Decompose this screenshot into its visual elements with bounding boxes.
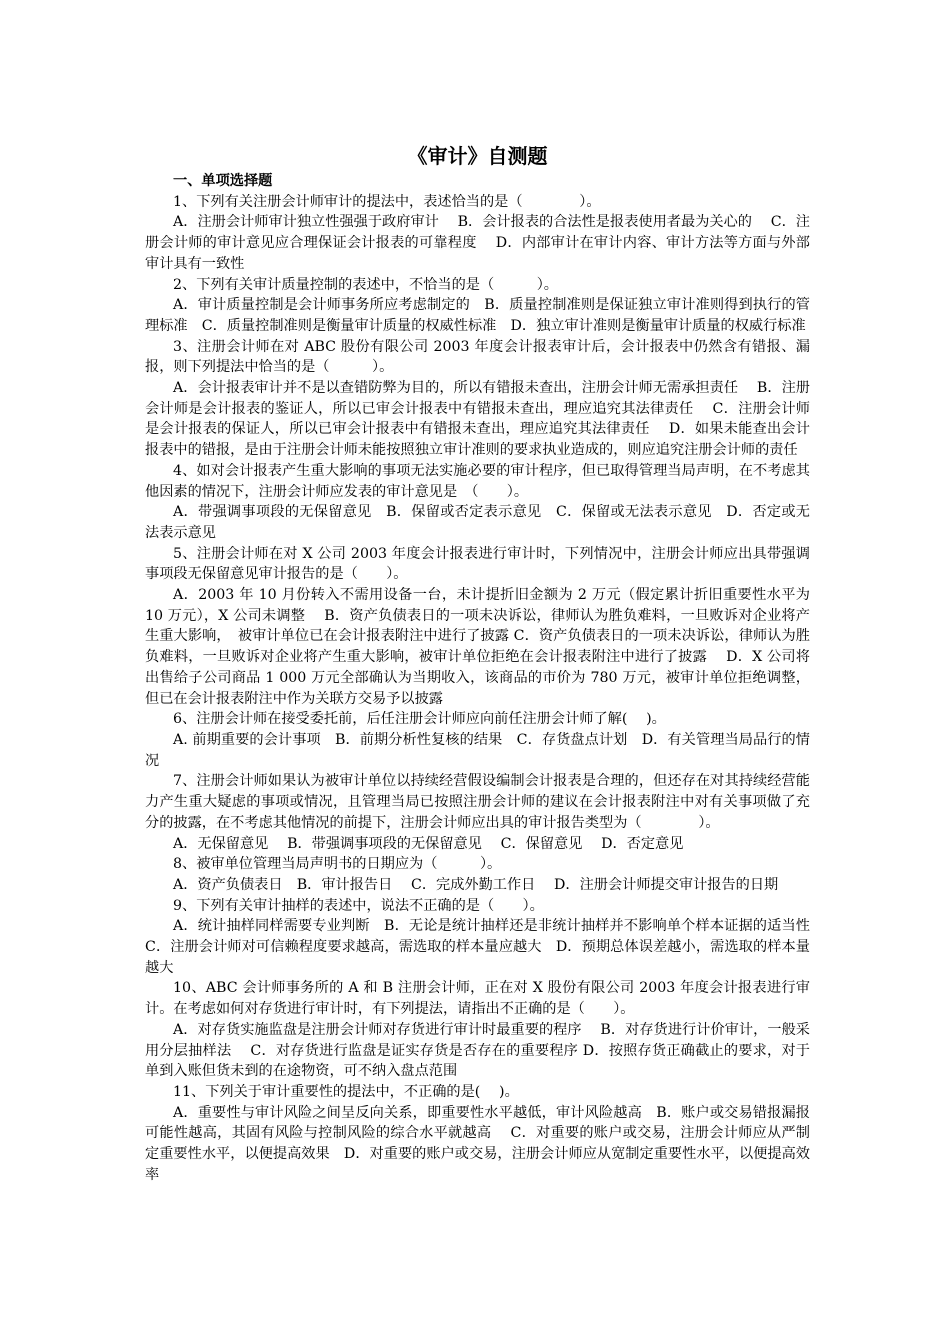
question-3-stem: 3、注册会计师在对 ABC 股份有限公司 2003 年度会计报表审计后，会计报表中仍然含有错报、漏报，则下列提法中恰当的是（ ）。 <box>145 338 810 376</box>
question-2-options: A．审计质量控制是会计师事务所应考虑制定的 B．质量控制准则是保证独立审计准则得到执行的管理标准 C．质量控制准则是衡量审计质量的权威性标准 D．独立审计准则是衡量审计质量的权威行标准 <box>145 297 810 334</box>
question-6-stem: 6、注册会计师在接受委托前，后任注册会计师应向前任注册会计师了解( )。 <box>173 711 666 728</box>
question-4-stem: 4、如对会计报表产生重大影响的事项无法实施必要的审计程序，但已取得管理当局声明，在不考虑其他因素的情况下，注册会计师应发表的审计意见是 （ ）。 <box>145 462 810 500</box>
question-1-stem: 1、下列有关注册会计师审计的提法中，表述恰当的是（ ）。 <box>173 193 601 210</box>
question-3-options: A．会计报表审计并不是以查错防弊为目的，所以有错报未查出，注册会计师无需承担责任 B．注册会计师是会计报表的鉴证人，所以已审会计报表中有错报未查出，理应追究其法律责任 C．注册会计师是会计报表的保证人，所以已审会计报表中有错报未查出，理应追究其法律责任 D．如果未能查出会计报表中的错报，是由于注册会计师未能按照独立审计准则的要求执业造成的，则应追究注册会计师的责任 <box>145 380 810 459</box>
question-10-options: A．对存货实施监盘是注册会计师对存货进行审计时最重要的程序 B．对存货进行计价审计，一般采用分层抽样法 C．对存货进行监盘是证实存货是否存在的重要程序 D．按照存货正确截止的要求，对于单到入账但货未到的在途物资，可不纳入盘点范围 <box>145 1021 810 1080</box>
question-11-stem: 11、下列关于审计重要性的提法中，不正确的是( )。 <box>173 1083 519 1100</box>
question-6-options: A. 前期重要的会计事项 B．前期分析性复核的结果 C．存货盘点计划 D．有关管理当局品行的情况 <box>145 731 810 769</box>
question-4-options: A．带强调事项段的无保留意见 B．保留或否定表示意见 C．保留或无法表示意见 D．否定或无法表示意见 <box>145 504 810 541</box>
question-8-stem: 8、被审单位管理当局声明书的日期应为（ ）。 <box>173 856 502 873</box>
question-1-options: A．注册会计师审计独立性强强于政府审计 B．会计报表的合法性是报表使用者最为关心的 C．注册会计师的审计意见应合理保证会计报表的可靠程度 D．内部审计在审计内容、审计方法等方面与外部审计具有一致性 <box>145 214 810 272</box>
question-11-options: A．重要性与审计风险之间呈反向关系，即重要性水平越低，审计风险越高 B．账户或交易错报漏报可能性越高，其固有风险与控制风险的综合水平就越高 C．对重要的账户或交易，注册会计师应从严制定重要性水平，以便提高效果 D．对重要的账户或交易，注册会计师应从宽制定重要性水平，以便提高效率 <box>145 1104 810 1183</box>
question-5-stem: 5、注册会计师在对 X 公司 2003 年度会计报表进行审计时，下列情况中，注册会计师应出具带强调事项段无保留意见审计报告的是（ ）。 <box>145 545 810 583</box>
question-10-stem: 10、ABC 会计师事务所的 A 和 B 注册会计师，正在对 X 股份有限公司 2003 年度会计报表进行审计。在考虑如何对存货进行审计时，有下列提法，请指出不正确的是（ ）。 <box>145 980 810 1018</box>
question-2-stem: 2、下列有关审计质量控制的表述中，不恰当的是（ ）。 <box>173 276 558 293</box>
section-heading: 一、单项选择题 <box>173 173 273 189</box>
question-7-stem: 7、注册会计师如果认为被审计单位以持续经营假设编制会计报表是合理的，但还存在对其持续经营能力产生重大疑虑的事项或情况，且管理当局已按照注册会计师的建议在会计报表附注中对有关事项做了充分的披露，在不考虑其他情况的前提下，注册会计师应出具的审计报告类型为（ ）。 <box>145 773 810 831</box>
question-8-options: A．资产负债表日 B．审计报告日 C．完成外勤工作日 D．注册会计师提交审计报告的日期 <box>173 876 779 893</box>
document-title: 《审计》自测题 <box>407 144 548 168</box>
question-7-options: A．无保留意见 B．带强调事项段的无保留意见 C．保留意见 D．否定意见 <box>173 835 684 852</box>
question-5-options: A．2003 年 10 月份转入不需用设备一台，未计提折旧金额为 2 万元（假定累计折旧重要性水平为 10 万元），X 公司未调整 B．资产负债表日的一项未决诉讼，律师认为胜负难料，一旦败诉对企业将产生重大影响， 被审计单位已在会计报表附注中进行了披露 C．资产负债表日的一项未决诉讼，律师认为胜负难料，一旦败诉对企业将产生重大影响，被审计单位拒绝在会计报表附注中进行了披露 D．X 公司将出售给子公司商品 1 000 万元全部确认为当期收入，该商品的市价为 780 万元，被审计单位拒绝调整，但已在会计报表附注中作为关联方交易予以披露 <box>145 587 810 707</box>
question-9-options: A．统计抽样同样需要专业判断 B．无论是统计抽样还是非统计抽样并不影响单个样本证据的适当性 C．注册会计师对可信赖程度要求越高，需选取的样本量应越大 D．预期总体误差越小，需选取的样本量越大 <box>145 918 825 976</box>
question-9-stem: 9、下列有关审计抽样的表述中，说法不正确的是（ ）。 <box>173 897 544 914</box>
document-page <box>145 142 825 1185</box>
